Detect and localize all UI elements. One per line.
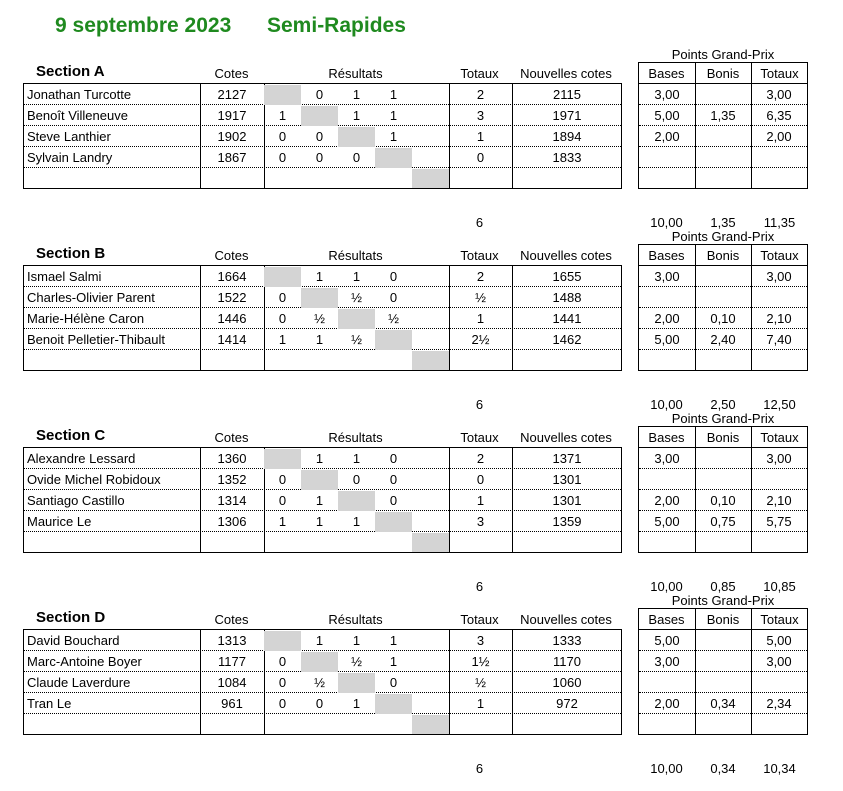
event-title: Semi-Rapides (267, 14, 406, 37)
result-cell: 0 (389, 290, 398, 305)
diagonal-cell (375, 512, 412, 532)
table-row (24, 266, 623, 287)
gp-row (639, 308, 807, 329)
result-cell: ½ (351, 290, 362, 305)
player-cote: 1352 (217, 472, 247, 487)
player-cote: 1664 (217, 269, 247, 284)
section-name: Section A (36, 63, 105, 80)
gp-base: 5,00 (654, 514, 680, 529)
grand-prix-table (638, 62, 808, 189)
result-cell: 1 (389, 633, 398, 648)
section-name: Section C (36, 427, 106, 444)
gp-row (639, 266, 807, 287)
diagonal-cell (412, 169, 449, 188)
grand-prix-table (638, 426, 808, 553)
player-total: 1 (476, 696, 485, 711)
result-cell: 1 (352, 633, 361, 648)
result-cell: ½ (351, 654, 362, 669)
result-cell: 0 (389, 493, 398, 508)
diagonal-cell (338, 673, 375, 693)
points-grand-prix-header: Points Grand-Prix (671, 47, 775, 62)
result-cell: 0 (315, 87, 324, 102)
result-cell: 0 (278, 696, 287, 711)
player-name: Santiago Castillo (27, 493, 125, 508)
cotes-header: Cotes (214, 612, 249, 627)
gp-boni (695, 126, 751, 147)
player-nouvelle-cote: 972 (556, 696, 578, 711)
gp-base (639, 672, 695, 693)
result-cell: 1 (389, 654, 398, 669)
gp-row (639, 84, 807, 105)
table-row (24, 84, 623, 105)
gp-base: 3,00 (654, 269, 680, 284)
result-cell: 0 (315, 696, 324, 711)
result-cell: 0 (389, 451, 398, 466)
result-cell: 0 (278, 129, 287, 144)
player-nouvelle-cote: 1971 (552, 108, 582, 123)
gp-total (751, 147, 807, 168)
gp-boni: 0,10 (710, 311, 736, 326)
gp-total: 2,10 (766, 311, 792, 326)
gp-base: 5,00 (654, 332, 680, 347)
result-cell: ½ (351, 332, 362, 347)
bases-header: Bases (648, 430, 685, 445)
player-total: 2½ (471, 332, 490, 347)
result-cell: 1 (352, 696, 361, 711)
section-name: Section D (36, 609, 106, 626)
player-cote: 1313 (217, 633, 247, 648)
results-table (23, 83, 622, 189)
cotes-header: Cotes (214, 248, 249, 263)
gp-row (639, 490, 807, 511)
gp-base (639, 287, 695, 308)
diagonal-cell (412, 533, 449, 552)
sum-gp-totaux: 11,35 (763, 215, 796, 230)
result-cell: 0 (278, 654, 287, 669)
table-row (24, 329, 623, 350)
player-total: 1 (476, 311, 485, 326)
gp-row (639, 693, 807, 714)
section-block (0, 229, 843, 427)
gp-total: 3,00 (766, 269, 792, 284)
player-nouvelle-cote: 1371 (552, 451, 582, 466)
sum-bonis: 0,85 (710, 579, 736, 594)
bases-header: Bases (648, 612, 685, 627)
player-nouvelle-cote: 1462 (552, 332, 582, 347)
gp-base: 3,00 (654, 451, 680, 466)
sum-total: 6 (475, 761, 484, 776)
sum-gp-totaux: 10,85 (763, 579, 796, 594)
player-name: David Bouchard (27, 633, 120, 648)
section-block (0, 47, 843, 245)
player-nouvelle-cote: 1060 (552, 675, 582, 690)
player-nouvelle-cote: 1301 (552, 472, 582, 487)
player-cote: 2127 (217, 87, 247, 102)
gp-boni (695, 287, 751, 308)
result-cell: 1 (278, 332, 287, 347)
gp-boni (695, 84, 751, 105)
player-name: Charles-Olivier Parent (27, 290, 155, 305)
totaux-header: Totaux (460, 430, 499, 445)
table-row (24, 469, 623, 490)
section-block (0, 411, 843, 609)
player-name: Marc-Antoine Boyer (27, 654, 142, 669)
diagonal-cell (301, 470, 338, 490)
player-nouvelle-cote: 1333 (552, 633, 582, 648)
player-name: Steve Lanthier (27, 129, 111, 144)
result-cell: 1 (352, 451, 361, 466)
player-total: 3 (476, 514, 485, 529)
player-nouvelle-cote: 1894 (552, 129, 582, 144)
nouvelles-cotes-header: Nouvelles cotes (520, 66, 612, 81)
sum-bases: 10,00 (650, 215, 683, 230)
table-row (24, 490, 623, 511)
player-total: 3 (476, 108, 485, 123)
player-nouvelle-cote: 1170 (553, 654, 581, 669)
result-cell: 0 (315, 129, 324, 144)
player-total: 0 (476, 150, 485, 165)
bonis-header: Bonis (706, 66, 740, 81)
gp-boni (695, 147, 751, 168)
gp-base (639, 147, 695, 168)
sum-bases: 10,00 (650, 579, 683, 594)
result-cell: 1 (352, 87, 361, 102)
table-row (24, 651, 623, 672)
gp-boni (695, 651, 751, 672)
points-grand-prix-header: Points Grand-Prix (671, 229, 775, 244)
result-cell: 0 (278, 290, 287, 305)
date-title: 9 septembre 2023 (55, 14, 232, 37)
diagonal-cell (375, 330, 412, 350)
result-cell: 0 (278, 311, 287, 326)
player-total: 1½ (471, 654, 490, 669)
result-cell: ½ (314, 311, 325, 326)
points-grand-prix-header: Points Grand-Prix (671, 411, 775, 426)
gp-total: 5,75 (766, 514, 792, 529)
player-name: Sylvain Landry (27, 150, 113, 165)
totaux-header: Totaux (460, 248, 499, 263)
resultats-header: Résultats (328, 612, 383, 627)
table-row (24, 448, 623, 469)
table-row (24, 630, 623, 651)
player-nouvelle-cote: 2115 (553, 87, 581, 102)
result-cell: 1 (352, 514, 361, 529)
player-total: 1 (476, 493, 485, 508)
gp-base: 2,00 (654, 493, 680, 508)
resultats-header: Résultats (328, 66, 383, 81)
diagonal-cell (338, 127, 375, 147)
player-nouvelle-cote: 1301 (552, 493, 582, 508)
player-cote: 1306 (217, 514, 247, 529)
sum-total: 6 (475, 397, 484, 412)
resultats-header: Résultats (328, 430, 383, 445)
table-row (24, 308, 623, 329)
table-row (24, 511, 623, 532)
sum-total: 6 (475, 579, 484, 594)
gp-boni (695, 469, 751, 490)
player-name: Claude Laverdure (27, 675, 131, 690)
gp-total: 2,10 (766, 493, 792, 508)
player-total: 1 (476, 129, 485, 144)
table-row (24, 287, 623, 308)
gp-total: 7,40 (766, 332, 792, 347)
sum-bonis: 1,35 (710, 215, 736, 230)
player-nouvelle-cote: 1359 (552, 514, 582, 529)
result-cell: 0 (389, 472, 398, 487)
player-name: Ovide Michel Robidoux (27, 472, 161, 487)
gp-row (639, 287, 807, 308)
gp-base: 2,00 (654, 311, 680, 326)
player-cote: 961 (221, 696, 243, 711)
player-cote: 1867 (217, 150, 247, 165)
table-row (24, 672, 623, 693)
player-name: Benoît Villeneuve (27, 108, 128, 123)
diagonal-cell (412, 351, 449, 370)
result-cell: 0 (278, 472, 287, 487)
player-total: ½ (475, 675, 486, 690)
player-nouvelle-cote: 1441 (552, 311, 582, 326)
player-cote: 1177 (218, 654, 246, 669)
gp-row (639, 105, 807, 126)
gp-row (639, 651, 807, 672)
player-total: 2 (476, 87, 485, 102)
bonis-header: Bonis (706, 248, 740, 263)
gp-boni: 0,10 (710, 493, 736, 508)
diagonal-cell (264, 449, 301, 469)
result-cell: ½ (388, 311, 399, 326)
gp-base: 3,00 (654, 87, 680, 102)
sum-total: 6 (475, 215, 484, 230)
gp-total (751, 469, 807, 490)
player-name: Benoit Pelletier-Thibault (27, 332, 166, 347)
bases-header: Bases (648, 248, 685, 263)
result-cell: 1 (389, 87, 398, 102)
gp-boni (695, 448, 751, 469)
gp-base: 2,00 (654, 696, 680, 711)
result-cell: 0 (278, 675, 287, 690)
result-cell: 1 (315, 514, 324, 529)
results-table (23, 447, 622, 553)
sum-bases: 10,00 (650, 397, 683, 412)
gp-base (639, 469, 695, 490)
result-cell: 0 (352, 150, 361, 165)
result-cell: 1 (315, 269, 324, 284)
gp-total: 3,00 (766, 451, 792, 466)
player-cote: 1522 (217, 290, 247, 305)
diagonal-cell (412, 715, 449, 734)
gp-row (639, 672, 807, 693)
player-cote: 1360 (217, 451, 247, 466)
player-cote: 1084 (217, 675, 247, 690)
player-name: Tran Le (27, 696, 72, 711)
player-nouvelle-cote: 1655 (552, 269, 582, 284)
player-name: Alexandre Lessard (27, 451, 136, 466)
totaux-header: Totaux (460, 66, 499, 81)
result-cell: 1 (389, 108, 398, 123)
diagonal-cell (264, 85, 301, 105)
diagonal-cell (301, 288, 338, 308)
gp-total: 3,00 (766, 87, 792, 102)
result-cell: 0 (352, 472, 361, 487)
sum-gp-totaux: 12,50 (763, 397, 796, 412)
gp-row (639, 448, 807, 469)
gp-boni: 2,40 (710, 332, 736, 347)
player-name: Maurice Le (27, 514, 92, 529)
bonis-header: Bonis (706, 612, 740, 627)
section-name: Section B (36, 245, 106, 262)
player-cote: 1314 (217, 493, 247, 508)
gp-total: 5,00 (766, 633, 792, 648)
diagonal-cell (264, 267, 301, 287)
sum-bonis: 0,34 (710, 761, 736, 776)
gp-boni: 0,75 (710, 514, 736, 529)
result-cell: 0 (389, 675, 398, 690)
player-cote: 1917 (217, 108, 247, 123)
player-total: 3 (476, 633, 485, 648)
gp-base: 2,00 (654, 129, 680, 144)
player-total: 0 (476, 472, 485, 487)
player-total: 2 (476, 269, 485, 284)
player-total: 2 (476, 451, 485, 466)
player-nouvelle-cote: 1833 (552, 150, 582, 165)
gp-total: 2,34 (766, 696, 792, 711)
gp-total: 6,35 (766, 108, 792, 123)
sum-gp-totaux: 10,34 (763, 761, 796, 776)
diagonal-cell (338, 309, 375, 329)
section-block (0, 593, 843, 791)
result-cell: 1 (315, 332, 324, 347)
result-cell: 0 (278, 150, 287, 165)
results-table (23, 265, 622, 371)
table-row (24, 693, 623, 714)
bonis-header: Bonis (706, 430, 740, 445)
nouvelles-cotes-header: Nouvelles cotes (520, 612, 612, 627)
gp-boni (695, 266, 751, 287)
points-grand-prix-header: Points Grand-Prix (671, 593, 775, 608)
table-row (24, 105, 623, 126)
gp-base: 5,00 (654, 633, 680, 648)
player-nouvelle-cote: 1488 (552, 290, 582, 305)
gp-boni (695, 630, 751, 651)
diagonal-cell (301, 652, 338, 672)
table-row (24, 126, 623, 147)
gp-base: 5,00 (654, 108, 680, 123)
gp-row (639, 511, 807, 532)
gp-totaux-header: Totaux (760, 248, 799, 263)
diagonal-cell (301, 106, 338, 126)
gp-totaux-header: Totaux (760, 612, 799, 627)
nouvelles-cotes-header: Nouvelles cotes (520, 248, 612, 263)
grand-prix-table (638, 608, 808, 735)
bases-header: Bases (648, 66, 685, 81)
results-table (23, 629, 622, 735)
gp-totaux-header: Totaux (760, 66, 799, 81)
result-cell: 1 (389, 129, 398, 144)
gp-base: 3,00 (654, 654, 680, 669)
gp-row (639, 329, 807, 350)
gp-row (639, 126, 807, 147)
player-cote: 1902 (217, 129, 247, 144)
gp-row (639, 147, 807, 168)
table-row (24, 147, 623, 168)
result-cell: 1 (278, 514, 287, 529)
gp-boni (695, 672, 751, 693)
gp-row (639, 469, 807, 490)
result-cell: 1 (352, 269, 361, 284)
resultats-header: Résultats (328, 248, 383, 263)
gp-row (639, 630, 807, 651)
sum-bases: 10,00 (650, 761, 683, 776)
result-cell: 1 (315, 493, 324, 508)
gp-total: 2,00 (766, 129, 792, 144)
player-name: Jonathan Turcotte (27, 87, 132, 102)
player-name: Ismael Salmi (27, 269, 102, 284)
gp-boni: 0,34 (710, 696, 736, 711)
totaux-header: Totaux (460, 612, 499, 627)
result-cell: 1 (315, 633, 324, 648)
player-name: Marie-Hélène Caron (27, 311, 145, 326)
gp-totaux-header: Totaux (760, 430, 799, 445)
cotes-header: Cotes (214, 66, 249, 81)
diagonal-cell (264, 631, 301, 651)
result-cell: 1 (315, 451, 324, 466)
result-cell: 1 (278, 108, 287, 123)
result-cell: 0 (315, 150, 324, 165)
gp-boni: 1,35 (710, 108, 736, 123)
result-cell: 0 (389, 269, 398, 284)
player-total: ½ (475, 290, 486, 305)
gp-total (751, 672, 807, 693)
gp-total (751, 287, 807, 308)
nouvelles-cotes-header: Nouvelles cotes (520, 430, 612, 445)
result-cell: ½ (314, 675, 325, 690)
diagonal-cell (338, 491, 375, 511)
player-cote: 1446 (217, 311, 247, 326)
result-cell: 0 (278, 493, 287, 508)
grand-prix-table (638, 244, 808, 371)
gp-total: 3,00 (766, 654, 792, 669)
sum-bonis: 2,50 (710, 397, 736, 412)
player-cote: 1414 (217, 332, 247, 347)
diagonal-cell (375, 148, 412, 168)
diagonal-cell (375, 694, 412, 714)
result-cell: 1 (352, 108, 361, 123)
cotes-header: Cotes (214, 430, 249, 445)
